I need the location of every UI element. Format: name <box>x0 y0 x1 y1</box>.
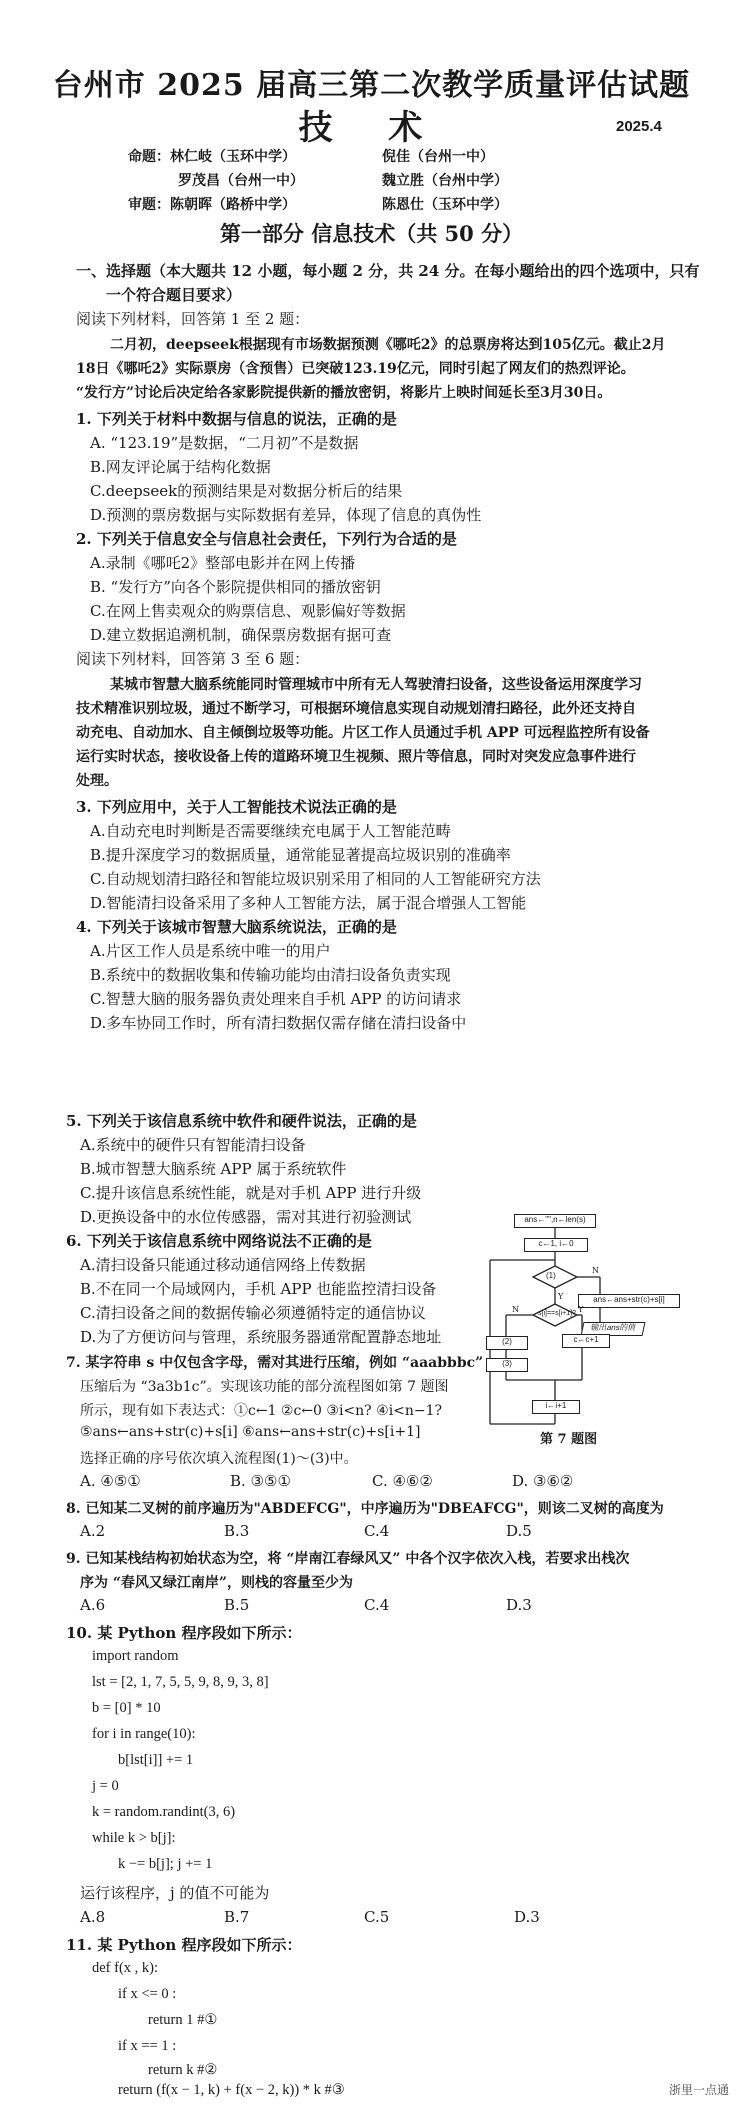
credit-line: 魏立胜（台州中学） <box>382 173 508 189</box>
option-d: D.为了方便访问与管理，系统服务器通常配置静态地址 <box>80 1328 442 1346</box>
watermark: 浙里一点通 <box>668 2083 729 2097</box>
option-b: B. ③⑤① <box>230 1472 291 1490</box>
flowchart-final: ans←ans+str(c)+s[i] <box>578 1294 680 1308</box>
question-text: 运行该程序，j 的值不可能为 <box>80 1884 270 1902</box>
code-line: b[lst[i]] += 1 <box>118 1752 194 1768</box>
option-d: D.建立数据追溯机制，确保票房数据有据可查 <box>90 626 392 644</box>
option-d: D.预测的票房数据与实际数据有差异，体现了信息的真伪性 <box>90 506 482 524</box>
passage-line: 二月初，deepseek根据现有市场数据预测《哪吒2》的总票房将达到105亿元。截止2月 <box>110 337 666 353</box>
code-line: return 1 #① <box>148 2012 218 2028</box>
flowchart-inc-c: c←c+1 <box>562 1334 610 1348</box>
code-line: return (f(x − 1, k) + f(x − 2, k)) * k #③ <box>118 2082 345 2098</box>
passage-line: 处理。 <box>76 773 118 789</box>
question-text: 所示，现有如下表达式：①c←1 ②c←0 ③i<n? ④i<n−1? <box>80 1403 443 1419</box>
passage-line: 18日《哪吒2》实际票房（含预售）已突破123.19亿元，同时引起了网友们的热烈评论。 <box>76 361 635 377</box>
question-stem: 2. 下列关于信息安全与信息社会责任，下列行为合适的是 <box>76 530 457 548</box>
code-line: b = [0] * 10 <box>92 1700 161 1716</box>
section-instructions: 一、选择题（本大题共 12 小题，每小题 2 分，共 24 分。在每小题给出的四个选项中，只有 <box>76 262 700 280</box>
option-a: A.系统中的硬件只有智能清扫设备 <box>80 1136 306 1154</box>
option-c: C.智慧大脑的服务器负责处理来自手机 APP 的访问请求 <box>90 990 462 1008</box>
question-text: ⑤ans←ans+str(c)+s[i] ⑥ans←ans+str(c)+s[i+1] <box>80 1424 421 1440</box>
code-line: lst = [2, 1, 7, 5, 5, 9, 8, 9, 3, 8] <box>92 1674 269 1690</box>
question-stem: 8. 已知某二叉树的前序遍历为"ABDEFCG"，中序遍历为"DBEAFCG"，则该二叉树的高度为 <box>66 1501 664 1517</box>
passage-line: “发行方”讨论后决定给各家影院提供新的播放密钥，将影片上映时间延长至3月30日。 <box>76 385 612 401</box>
flowchart-output: 输出ans的值 <box>581 1322 646 1336</box>
code-line: j = 0 <box>92 1778 119 1794</box>
option-b: B. “发行方”向各个影院提供相同的播放密钥 <box>90 578 381 596</box>
option-a: A.8 <box>80 1908 106 1926</box>
figure-caption: 第 7 题图 <box>540 1432 598 1447</box>
option-c: C.提升该信息系统性能，就是对手机 APP 进行升级 <box>80 1184 422 1202</box>
option-d: D.更换设备中的水位传感器，需对其进行初验测试 <box>80 1208 412 1226</box>
option-b: B.不在同一个局域网内，手机 APP 也能监控清扫设备 <box>80 1280 437 1298</box>
option-c: C.deepseek的预测结果是对数据分析后的结果 <box>90 482 403 500</box>
question-stem: 序为 “春风又绿江南岸”，则栈的容量至少为 <box>80 1575 353 1591</box>
option-b: B.5 <box>224 1596 250 1614</box>
option-d: D.多车协同工作时，所有清扫数据仅需存储在清扫设备中 <box>90 1014 467 1032</box>
option-d: D.5 <box>506 1522 532 1540</box>
flowchart-label-no: N <box>592 1266 599 1275</box>
option-a: A. ④⑤① <box>80 1472 141 1490</box>
question-stem: 4. 下列关于该城市智慧大脑系统说法，正确的是 <box>76 918 397 936</box>
option-b: B.系统中的数据收集和传输功能均由清扫设备负责实现 <box>90 966 451 984</box>
option-b: B.3 <box>224 1522 250 1540</box>
option-c: C. ④⑥② <box>372 1472 433 1490</box>
question-stem: 3. 下列应用中，关于人工智能技术说法正确的是 <box>76 798 397 816</box>
option-c: C.4 <box>364 1596 390 1614</box>
flowchart-label-yes: Y <box>558 1292 564 1301</box>
option-d: D. ③⑥② <box>512 1472 574 1490</box>
code-line: import random <box>92 1648 179 1664</box>
question-text: 选择正确的序号依次填入流程图(1)～(3)中。 <box>80 1451 358 1467</box>
passage-line: 某城市智慧大脑系统能同时管理城市中所有无人驾驶清扫设备，这些设备运用深度学习 <box>110 677 642 693</box>
option-b: B.城市智慧大脑系统 APP 属于系统软件 <box>80 1160 347 1178</box>
option-a: A.清扫设备只能通过移动通信网络上传数据 <box>80 1256 366 1274</box>
flowchart-label-no: N <box>512 1305 519 1314</box>
part-title: 第一部分 信息技术（共 50 分） <box>219 221 524 246</box>
question-stem: 6. 下列关于该信息系统中网络说法不正确的是 <box>66 1232 372 1250</box>
exam-date: 2025.4 <box>616 118 662 135</box>
code-line: if x <= 0 : <box>118 1986 177 2002</box>
option-d: D.3 <box>506 1596 532 1614</box>
option-c: C.4 <box>364 1522 390 1540</box>
flowchart <box>482 1208 732 1447</box>
option-a: A.片区工作人员是系统中唯一的用户 <box>90 942 331 960</box>
credit-line: 陈恩仕（玉环中学） <box>382 197 508 213</box>
option-b: B.提升深度学习的数据质量，通常能显著提高垃圾识别的准确率 <box>90 846 511 864</box>
code-line: if x == 1 : <box>118 2038 177 2054</box>
passage-line: 运行实时状态，接收设备上传的道路环境卫生视频、照片等信息，同时对突发应急事件进行 <box>76 749 636 765</box>
question-stem: 5. 下列关于该信息系统中软件和硬件说法，正确的是 <box>66 1112 417 1130</box>
flowchart-reset: c←1, i←0 <box>524 1238 588 1252</box>
option-a: A. “123.19”是数据，“二月初”不是数据 <box>90 434 359 452</box>
option-b: B.7 <box>224 1908 250 1926</box>
flowchart-inc-i: i←i+1 <box>532 1400 580 1414</box>
flowchart-box3: (3) <box>486 1358 528 1372</box>
question-stem: 11. 某 Python 程序段如下所示： <box>66 1936 302 1954</box>
option-d: D.智能清扫设备采用了多种人工智能方法，属于混合增强人工智能 <box>90 894 527 912</box>
question-text: 压缩后为 “3a3b1c”。实现该功能的部分流程图如第 7 题图 <box>80 1379 449 1395</box>
option-c: C.在网上售卖观众的购票信息、观影偏好等数据 <box>90 602 406 620</box>
option-c: C.5 <box>364 1908 390 1926</box>
option-a: A.2 <box>80 1522 106 1540</box>
option-a: A.6 <box>80 1596 106 1614</box>
exam-title: 台州市 2025 届高三第二次教学质量评估试题 <box>52 68 691 103</box>
section-instructions: 一个符合题目要求） <box>106 286 242 304</box>
question-stem: 10. 某 Python 程序段如下所示： <box>66 1624 302 1642</box>
option-d: D.3 <box>514 1908 540 1926</box>
flowchart-cond1: (1) <box>546 1271 556 1280</box>
passage-line: 动充电、自动加水、自主倾倒垃圾等功能。片区工作人员通过手机 APP 可远程监控所有设备 <box>76 725 650 741</box>
option-b: B.网友评论属于结构化数据 <box>90 458 271 476</box>
credit-line: 命题：林仁岐（玉环中学） <box>128 149 296 165</box>
option-c: C.清扫设备之间的数据传输必须遵循特定的通信协议 <box>80 1304 426 1322</box>
passage-intro: 阅读下列材料，回答第 3 至 6 题： <box>76 650 310 668</box>
flowchart-cond2: s[i]==s[i+1]? <box>538 1310 576 1317</box>
credit-line: 倪佳（台州一中） <box>382 149 494 165</box>
flowchart-init: ans←"",n←len(s) <box>514 1214 596 1228</box>
passage-line: 技术精准识别垃圾，通过不断学习，可根据环境信息实现自动规划清扫路径，此外还支持自 <box>76 701 636 717</box>
option-c: C.自动规划清扫路径和智能垃圾识别采用了相同的人工智能研究方法 <box>90 870 541 888</box>
code-line: def f(x , k): <box>92 1960 159 1976</box>
subject-title: 技 术 <box>298 108 445 148</box>
credit-line: 审题：陈朝晖（路桥中学） <box>128 197 296 213</box>
option-a: A.自动充电时判断是否需要继续充电属于人工智能范畴 <box>90 822 451 840</box>
flowchart-box2: (2) <box>486 1336 528 1350</box>
code-line: return k #② <box>148 2062 218 2078</box>
question-stem: 7. 某字符串 s 中仅包含字母，需对其进行压缩，例如 “aaabbbc” <box>66 1355 484 1371</box>
passage-intro: 阅读下列材料，回答第 1 至 2 题： <box>76 310 310 328</box>
code-line: k = random.randint(3, 6) <box>92 1804 236 1820</box>
code-line: k −= b[j]; j += 1 <box>118 1856 213 1872</box>
option-a: A.录制《哪吒2》整部电影并在网上传播 <box>90 554 356 572</box>
code-line: for i in range(10): <box>92 1726 196 1742</box>
flowchart-label-yes: Y <box>578 1305 584 1314</box>
code-line: while k > b[j]: <box>92 1830 176 1846</box>
question-stem: 1. 下列关于材料中数据与信息的说法，正确的是 <box>76 410 397 428</box>
question-stem: 9. 已知某栈结构初始状态为空，将 “岸南江春绿风又” 中各个汉字依次入栈，若要求出栈次 <box>66 1551 630 1567</box>
credit-line: 罗茂昌（台州一中） <box>178 173 304 189</box>
